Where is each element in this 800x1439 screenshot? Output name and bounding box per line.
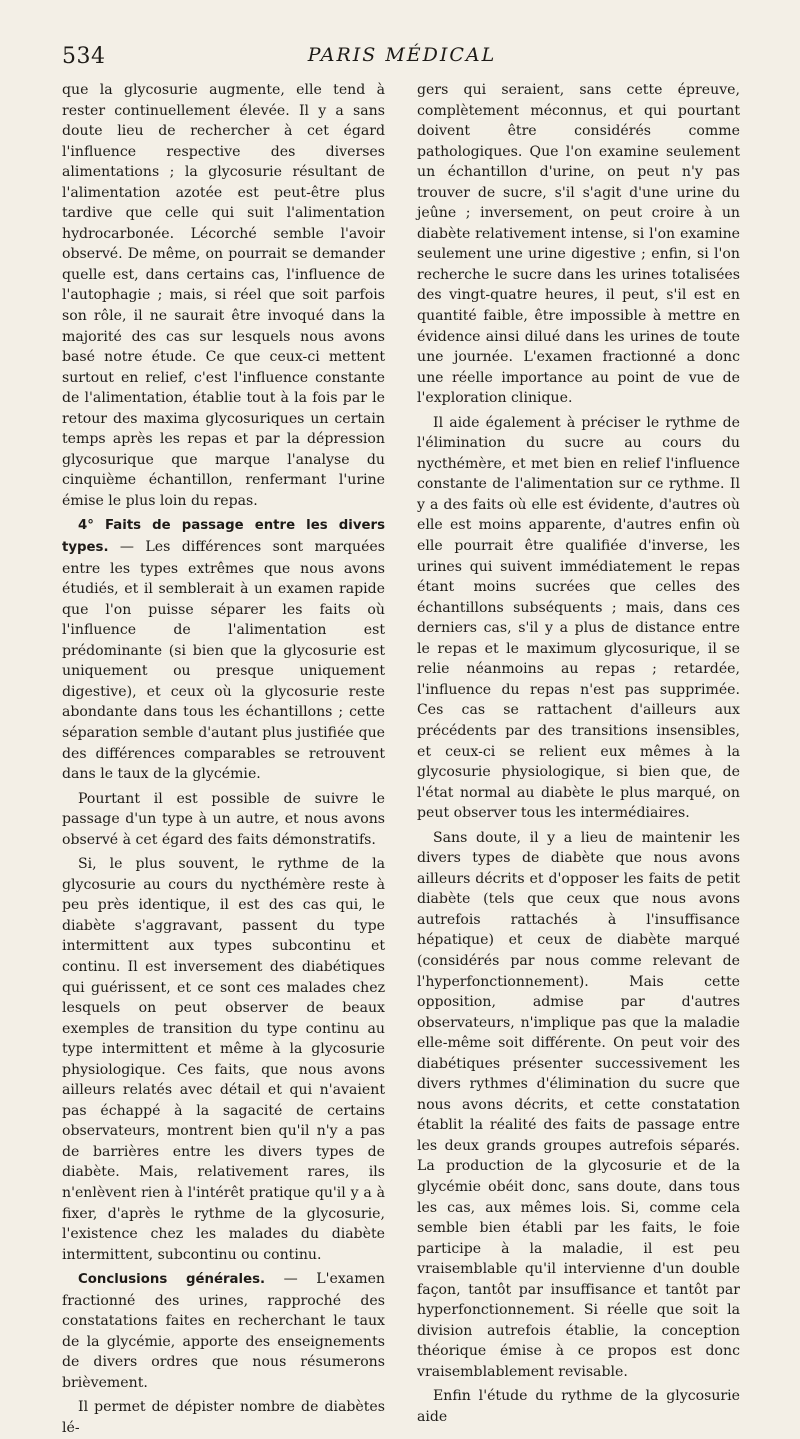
- section-heading: Conclusions générales.: [78, 1272, 266, 1288]
- paragraph-text: — L'examen fractionné des urines, rapproché des constatations faites en recherchant le taux de la glycémie, apporte des enseignements de divers ordres que nous résumerons brièvement.: [62, 1271, 385, 1391]
- paragraph: que la glycosurie augmente, elle tend à rester continuellement élevée. Il y a sans doute lieu de rechercher à cet égard l'influence respective des diverses alimentations ; la glycosurie résultant de l'alimentation azotée est peut-être plus tardive que celle qui suit l'alimentation hydrocarbonée. Lécorché semble l'avoir observé. De même, on pourrait se demander quelle est, dans certains cas, l'influence de l'autophagie ; mais, si réel que soit parfois son rôle, il ne saurait être invoqué dans la majorité des cas sur lesquels nous avons basé notre étude. Ce que ceux-ci mettent surtout en relief, c'est l'influence constante de l'alimentation, établie tout à la fois par le retour des maxima glycosuriques un certain temps après les repas et par la dépression glycosurique que marque l'analyse du cinquième échantillon, renfermant l'urine émise le plus loin du repas.: [62, 82, 385, 509]
- page-header: [62, 44, 742, 74]
- paragraph-text: — Les différences sont marquées entre les types extrêmes que nous avons étudiés, et il semblerait à un examen rapide que l'on puisse séparer les faits où l'influence de l'alimentation est prédominante (si bien que la glycosurie est uniquement ou presque uniquement digestive), et ceux où la glycosurie reste abondante dans tous les échantillons ; cette séparation semble d'autant plus justifiée que des différences comparables se retrouvent dans le taux de la glycémie.: [62, 539, 385, 783]
- running-title: PARIS MÉDICAL: [307, 44, 497, 66]
- paragraph-faits-de-passage: [62, 515, 385, 784]
- paragraph: Il aide également à préciser le rythme de l'élimination du sucre au cours du nycthémère, et met bien en relief l'influence constante de l'alimentation sur ce rythme. Il y a des faits où elle est évidente, d'autres où elle est moins apparente, d'autres enfin où elle pourrait être qualifiée d'inverse, les urines qui suivent immédiatement le repas étant moins sucrées que celles des échantillons subséquents ; mais, dans ces derniers cas, s'il y a plus de distance entre le repas et le maximum glycosurique, il se relie néanmoins au repas ; retardée, l'influence du repas n'est pas supprimée. Ces cas se rattachent d'ailleurs aux précédents par des transitions insensibles, et ceux-ci se relient eux mêmes à la glycosurie physiologique, si bien que, de l'état normal au diabète le plus marqué, on peut observer tous les intermédiaires.: [417, 414, 740, 822]
- paragraph: Sans doute, il y a lieu de maintenir les divers types de diabète que nous avons ailleurs décrits et d'opposer les faits de petit diabète (tels que ceux que nous avons autrefois rattachés à l'insuffisance hépatique) et ceux de diabète marqué (considérés par nous comme relevant de l'hyperfonctionnement). Mais cette opposition, admise par d'autres observateurs, n'implique pas que la maladie elle-même soit différente. On peut voir des diabétiques présenter successivement les divers rythmes d'élimination du sucre que nous avons décrits, et cette constatation établit la réalité des faits de passage entre les deux grands groupes autrefois séparés. La production de la glycosurie et de la glycémie obéit donc, sans doute, dans tous les cas, aux mêmes lois. Si, comme cela semble bien établi par les faits, le foie participe à la maladie, il est peu vraisemblable qu'il intervienne d'un double façon, tantôt par insuffisance et tantôt par hyperfonctionnement. Si réelle que soit la division autrefois établie, la conception théorique émise à ce propos est donc vraisemblablement revisable.: [417, 829, 740, 1380]
- paragraph: Il permet de dépister nombre de diabètes lé-: [62, 1399, 385, 1436]
- paragraph-conclusions: [62, 1269, 385, 1393]
- left-column: [62, 80, 385, 1439]
- section-heading: 4° Faits de passage entre les divers types.: [62, 518, 385, 556]
- right-column: [417, 80, 740, 1428]
- paragraph: Si, le plus souvent, le rythme de la glycosurie au cours du nycthémère reste à peu près identique, il est des cas qui, le diabète s'aggravant, passent du type intermittent aux types subcontinu et continu. Il est inversement des diabétiques qui guérissent, et ce sont ces malades chez lesquels on peut observer de beaux exemples de transition du type continu au type intermittent et même à la glycosurie physiologique. Ces faits, que nous avons ailleurs relatés avec détail et qui n'avaient pas échappé à la sagacité de certains observateurs, montrent bien qu'il n'y a pas de barrières entre les divers types de diabète. Mais, relativement rares, ils n'enlèvent rien à l'intérêt pratique qu'il y a à fixer, d'après le rythme de la glycosurie, l'existence chez les malades du diabète intermittent, subcontinu ou continu.: [62, 856, 385, 1263]
- paragraph: Pourtant il est possible de suivre le passage d'un type à un autre, et nous avons observé à cet égard des faits démonstratifs.: [62, 790, 385, 848]
- paragraph: gers qui seraient, sans cette épreuve, complètement méconnus, et qui pourtant doivent être considérés comme pathologiques. Que l'on examine seulement un échantillon d'urine, on peut n'y pas trouver de sucre, s'il s'agit d'une urine du jeûne ; inversement, on peut croire à un diabète relativement intense, si l'on examine seulement une urine digestive ; enfin, si l'on recherche le sucre dans les urines totalisées des vingt-quatre heures, il peut, s'il est en quantité faible, être impossible à mettre en évidence ainsi dilué dans les urines de toute une journée. L'examen fractionné a donc une réelle importance au point de vue de l'exploration clinique.: [417, 82, 740, 407]
- page-number: 534: [62, 44, 106, 69]
- paragraph: Enfin l'étude du rythme de la glycosurie aide: [417, 1388, 740, 1425]
